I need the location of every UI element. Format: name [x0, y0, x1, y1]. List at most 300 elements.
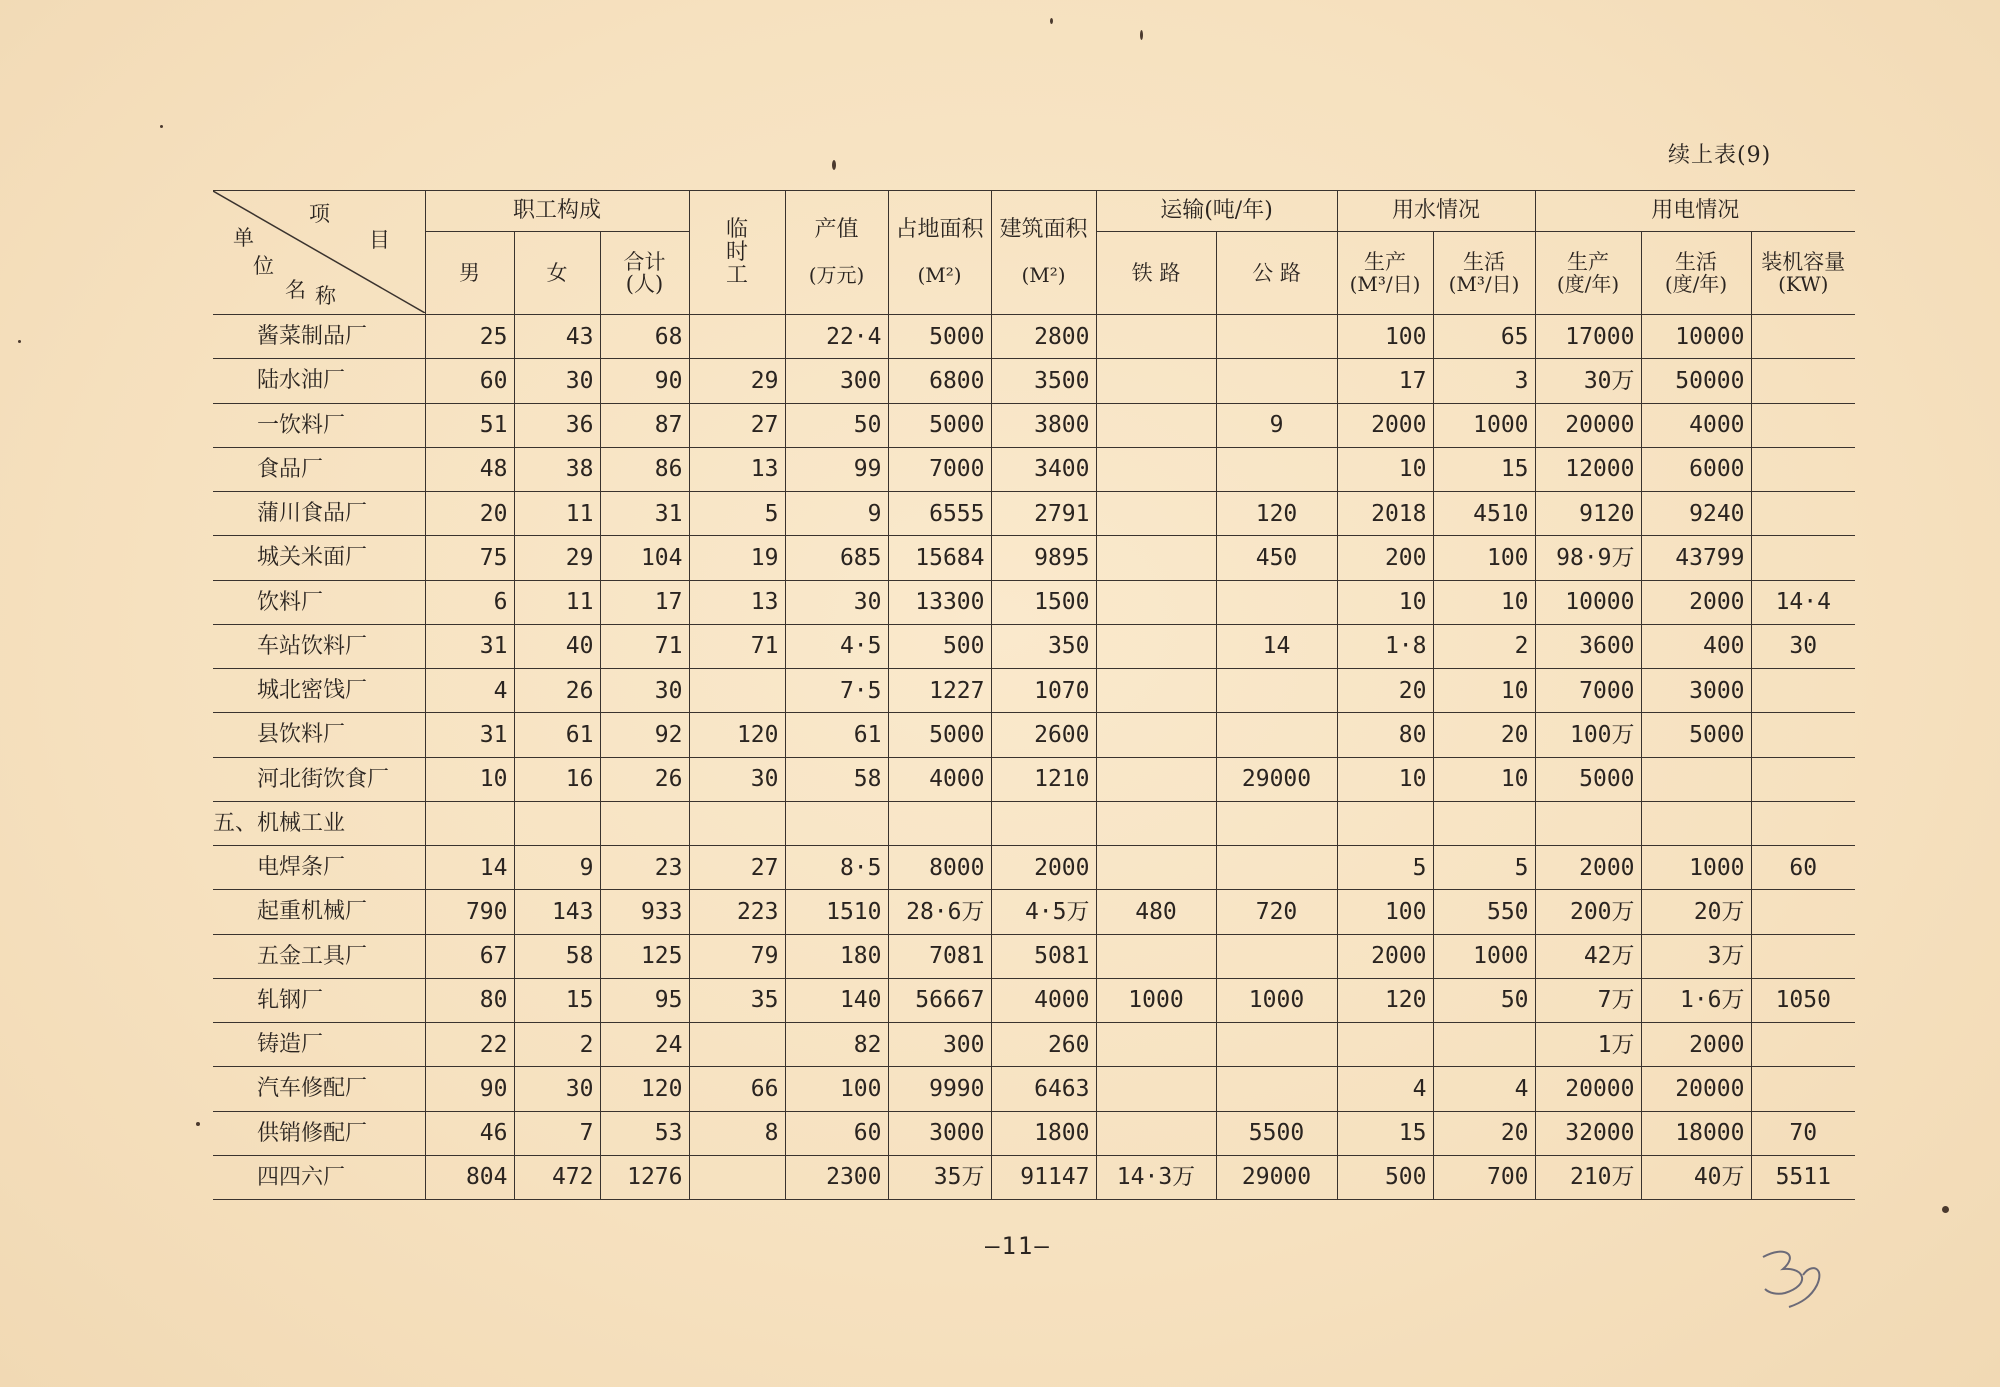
table-cell: 10000: [1641, 315, 1751, 359]
row-name: 县饮料厂: [213, 713, 425, 757]
table-cell: [1096, 492, 1216, 536]
table-cell: 14: [425, 846, 514, 890]
table-cell: 2600: [991, 713, 1096, 757]
row-name: 酱菜制品厂: [213, 315, 425, 359]
table-cell: 2300: [785, 1155, 888, 1199]
table-cell: 2: [514, 1023, 600, 1067]
table-cell: 2791: [991, 492, 1096, 536]
table-cell: 300: [888, 1023, 991, 1067]
table-cell: 53: [600, 1111, 689, 1155]
table-cell: 66: [689, 1067, 785, 1111]
row-name: 供销修配厂: [213, 1111, 425, 1155]
table-cell: [1096, 934, 1216, 978]
table-cell: [1096, 1023, 1216, 1067]
table-cell: 16: [514, 757, 600, 801]
table-cell: 20000: [1535, 1067, 1641, 1111]
table-cell: 200万: [1535, 890, 1641, 934]
table-cell: 3000: [888, 1111, 991, 1155]
table-cell: 6800: [888, 359, 991, 403]
table-cell: 685: [785, 536, 888, 580]
table-cell: 22: [425, 1023, 514, 1067]
table-cell: 2000: [1641, 1023, 1751, 1067]
table-cell: 2800: [991, 315, 1096, 359]
table-cell: 1276: [600, 1155, 689, 1199]
table-cell: 8: [689, 1111, 785, 1155]
table-cell: 550: [1433, 890, 1535, 934]
table-cell: 9990: [888, 1067, 991, 1111]
table-cell: [1751, 403, 1855, 447]
table-cell: [1216, 801, 1337, 845]
table-cell: 17: [1337, 359, 1433, 403]
table-row: [213, 1155, 1855, 1199]
table-row: [213, 801, 1855, 845]
table-cell: 6463: [991, 1067, 1096, 1111]
table-cell: 100: [1433, 536, 1535, 580]
table-cell: 5: [689, 492, 785, 536]
table-cell: 1·8: [1337, 624, 1433, 668]
table-row: [213, 447, 1855, 491]
table-cell: [689, 315, 785, 359]
table-cell: 100: [1337, 890, 1433, 934]
corner-label-ming: 名: [285, 278, 306, 302]
table-cell: 40: [514, 624, 600, 668]
table-cell: [600, 801, 689, 845]
header-output: 产值 (万元): [785, 191, 888, 315]
table-cell: [1096, 315, 1216, 359]
table-row: [213, 536, 1855, 580]
table-row: [213, 492, 1855, 536]
table-cell: 11: [514, 492, 600, 536]
table-cell: 80: [425, 978, 514, 1022]
table-cell: 1227: [888, 669, 991, 713]
continued-table-label: 续上表(9): [1668, 143, 1772, 168]
table-cell: 90: [425, 1067, 514, 1111]
table-row: [213, 669, 1855, 713]
table-cell: 9120: [1535, 492, 1641, 536]
table-cell: [1433, 1023, 1535, 1067]
table-cell: 61: [514, 713, 600, 757]
table-cell: 9: [1216, 403, 1337, 447]
table-cell: [1751, 669, 1855, 713]
table-cell: [1096, 580, 1216, 624]
row-name: 轧钢厂: [213, 978, 425, 1022]
table-cell: 20: [425, 492, 514, 536]
table-cell: 4: [1433, 1067, 1535, 1111]
table-cell: 10: [1337, 447, 1433, 491]
table-cell: 720: [1216, 890, 1337, 934]
table-cell: 2018: [1337, 492, 1433, 536]
table-cell: [1535, 801, 1641, 845]
table-cell: 13300: [888, 580, 991, 624]
header-land-area: 占地面积 (M²): [888, 191, 991, 315]
table-cell: [991, 801, 1096, 845]
table-cell: 1万: [1535, 1023, 1641, 1067]
table-cell: 71: [600, 624, 689, 668]
table-cell: 3000: [1641, 669, 1751, 713]
table-cell: 48: [425, 447, 514, 491]
table-cell: 790: [425, 890, 514, 934]
table-cell: 68: [600, 315, 689, 359]
table-cell: 10: [1337, 580, 1433, 624]
header-water-prod: 生产 (M³/日): [1337, 232, 1433, 315]
table-cell: 3800: [991, 403, 1096, 447]
table-cell: 5511: [1751, 1155, 1855, 1199]
table-cell: 26: [514, 669, 600, 713]
header-male: 男: [425, 232, 514, 315]
table-cell: 35万: [888, 1155, 991, 1199]
table-cell: 75: [425, 536, 514, 580]
table-cell: 46: [425, 1111, 514, 1155]
table-row: [213, 624, 1855, 668]
table-cell: 140: [785, 978, 888, 1022]
table-cell: [1751, 713, 1855, 757]
table-cell: 1·6万: [1641, 978, 1751, 1022]
table-cell: 120: [1216, 492, 1337, 536]
table-cell: [1641, 801, 1751, 845]
table-cell: 14·4: [1751, 580, 1855, 624]
table-cell: 120: [600, 1067, 689, 1111]
table-cell: 7081: [888, 934, 991, 978]
speck: [160, 125, 163, 128]
table-cell: 86: [600, 447, 689, 491]
row-name: 饮料厂: [213, 580, 425, 624]
table-cell: 3500: [991, 359, 1096, 403]
table-cell: 9: [785, 492, 888, 536]
table-cell: 20万: [1641, 890, 1751, 934]
table-cell: [1096, 846, 1216, 890]
statistics-table: [213, 190, 1855, 1200]
table-cell: 30: [689, 757, 785, 801]
table-row: [213, 757, 1855, 801]
table-cell: 2000: [1535, 846, 1641, 890]
speck: [1140, 30, 1143, 40]
table-cell: [1751, 536, 1855, 580]
table-cell: 120: [1337, 978, 1433, 1022]
header-elec-life: 生活 (度/年): [1641, 232, 1751, 315]
table-cell: 500: [1337, 1155, 1433, 1199]
corner-header: [213, 191, 425, 315]
table-cell: 4: [1337, 1067, 1433, 1111]
table-cell: 31: [425, 713, 514, 757]
header-building-area: 建筑面积 (M²): [991, 191, 1096, 315]
header-water-life: 生活 (M³/日): [1433, 232, 1535, 315]
table-cell: 40万: [1641, 1155, 1751, 1199]
row-name: 起重机械厂: [213, 890, 425, 934]
table-cell: 30: [785, 580, 888, 624]
table-cell: 20: [1433, 713, 1535, 757]
table-cell: 10000: [1535, 580, 1641, 624]
table-cell: 143: [514, 890, 600, 934]
table-cell: 7万: [1535, 978, 1641, 1022]
table-cell: [1337, 801, 1433, 845]
table-cell: 7: [514, 1111, 600, 1155]
table-cell: 28·6万: [888, 890, 991, 934]
table-cell: 3万: [1641, 934, 1751, 978]
table-cell: 3400: [991, 447, 1096, 491]
table-row: [213, 978, 1855, 1022]
table-cell: 1500: [991, 580, 1096, 624]
page-number: —11—: [985, 1232, 1051, 1260]
table-cell: 18000: [1641, 1111, 1751, 1155]
table-cell: 300: [785, 359, 888, 403]
table-cell: 91147: [991, 1155, 1096, 1199]
header-female: 女: [514, 232, 600, 315]
handwritten-mark: [1755, 1245, 1835, 1315]
table-cell: 26: [600, 757, 689, 801]
table-cell: 2: [1433, 624, 1535, 668]
table-cell: 1000: [1433, 934, 1535, 978]
table-cell: [1751, 757, 1855, 801]
table-cell: 31: [425, 624, 514, 668]
table-cell: [689, 801, 785, 845]
table-cell: 50000: [1641, 359, 1751, 403]
table-cell: [1751, 1067, 1855, 1111]
table-cell: 350: [991, 624, 1096, 668]
table-cell: 13: [689, 447, 785, 491]
table-cell: 30: [514, 1067, 600, 1111]
table-cell: 20: [1433, 1111, 1535, 1155]
speck: [196, 1122, 200, 1126]
table-cell: 1000: [1216, 978, 1337, 1022]
table-cell: 29000: [1216, 1155, 1337, 1199]
table-cell: 17: [600, 580, 689, 624]
table-cell: 1000: [1641, 846, 1751, 890]
table-cell: 3: [1433, 359, 1535, 403]
table-cell: 15: [1337, 1111, 1433, 1155]
table-row: [213, 846, 1855, 890]
table-cell: 17000: [1535, 315, 1641, 359]
table-cell: 5000: [888, 403, 991, 447]
table-cell: [1751, 447, 1855, 491]
table-cell: 31: [600, 492, 689, 536]
row-name: 河北街饮食厂: [213, 757, 425, 801]
table-cell: 95: [600, 978, 689, 1022]
table-cell: 5500: [1216, 1111, 1337, 1155]
table-cell: 98·9万: [1535, 536, 1641, 580]
table-cell: [1216, 447, 1337, 491]
row-name: 陆水油厂: [213, 359, 425, 403]
speck: [1942, 1206, 1949, 1213]
table-cell: 480: [1096, 890, 1216, 934]
table-cell: 5000: [1641, 713, 1751, 757]
table-cell: 30万: [1535, 359, 1641, 403]
table-cell: [1096, 669, 1216, 713]
row-name: 汽车修配厂: [213, 1067, 425, 1111]
header-capacity: 装机容量 (KW): [1751, 232, 1855, 315]
table-cell: 87: [600, 403, 689, 447]
table-body: [213, 315, 1855, 1200]
header-road: 公 路: [1216, 232, 1337, 315]
table-row: [213, 580, 1855, 624]
row-name: 城关米面厂: [213, 536, 425, 580]
table-cell: 30: [1751, 624, 1855, 668]
table-cell: 20: [1337, 669, 1433, 713]
table-cell: [1096, 801, 1216, 845]
header-elec-prod: 生产 (度/年): [1535, 232, 1641, 315]
table-cell: 5: [1433, 846, 1535, 890]
table-row: [213, 934, 1855, 978]
table-cell: 15684: [888, 536, 991, 580]
table-cell: 1000: [1096, 978, 1216, 1022]
table-cell: [1337, 1023, 1433, 1067]
header-temp: 临 时 工: [689, 191, 785, 315]
table-cell: 10: [1433, 669, 1535, 713]
table-cell: 92: [600, 713, 689, 757]
speck: [832, 160, 836, 170]
table-cell: 450: [1216, 536, 1337, 580]
table-cell: 20000: [1535, 403, 1641, 447]
table-cell: 6: [425, 580, 514, 624]
table-cell: [888, 801, 991, 845]
row-name: 蒲川食品厂: [213, 492, 425, 536]
table-cell: 8000: [888, 846, 991, 890]
table-cell: 700: [1433, 1155, 1535, 1199]
row-name: 铸造厂: [213, 1023, 425, 1067]
table-cell: 60: [1751, 846, 1855, 890]
table-cell: 5: [1337, 846, 1433, 890]
table-cell: 35: [689, 978, 785, 1022]
table-cell: [1096, 713, 1216, 757]
row-name: 车站饮料厂: [213, 624, 425, 668]
table-cell: 223: [689, 890, 785, 934]
table-cell: 10: [1433, 580, 1535, 624]
table-cell: 4000: [1641, 403, 1751, 447]
table-cell: [1096, 624, 1216, 668]
table-cell: 67: [425, 934, 514, 978]
table-cell: 82: [785, 1023, 888, 1067]
table-cell: [425, 801, 514, 845]
table-cell: 30: [514, 359, 600, 403]
table-cell: 5081: [991, 934, 1096, 978]
table-cell: 14·3万: [1096, 1155, 1216, 1199]
table-cell: 29000: [1216, 757, 1337, 801]
table-cell: 804: [425, 1155, 514, 1199]
table-cell: 30: [600, 669, 689, 713]
table-cell: [1216, 846, 1337, 890]
row-name: 五、机械工业: [213, 801, 425, 845]
table-cell: [1216, 934, 1337, 978]
table-cell: 1510: [785, 890, 888, 934]
table-cell: [1216, 669, 1337, 713]
table-cell: 14: [1216, 624, 1337, 668]
table-cell: 61: [785, 713, 888, 757]
table-cell: 42万: [1535, 934, 1641, 978]
table-cell: 1800: [991, 1111, 1096, 1155]
table-cell: 22·4: [785, 315, 888, 359]
table-cell: 24: [600, 1023, 689, 1067]
table-cell: 5000: [888, 315, 991, 359]
table-cell: 80: [1337, 713, 1433, 757]
table-cell: [689, 1023, 785, 1067]
table-cell: 58: [514, 934, 600, 978]
speck: [18, 340, 21, 343]
table-cell: 3600: [1535, 624, 1641, 668]
table-cell: 125: [600, 934, 689, 978]
table-cell: 10: [1433, 757, 1535, 801]
table-cell: 25: [425, 315, 514, 359]
table-cell: [1641, 757, 1751, 801]
table-cell: [689, 669, 785, 713]
table-cell: [1096, 757, 1216, 801]
table-cell: 10: [425, 757, 514, 801]
table-cell: [1216, 1067, 1337, 1111]
table-cell: 50: [785, 403, 888, 447]
table-row: [213, 359, 1855, 403]
table-cell: 5000: [1535, 757, 1641, 801]
table-cell: [1751, 1023, 1855, 1067]
table-cell: 7000: [1535, 669, 1641, 713]
table-cell: 200: [1337, 536, 1433, 580]
table-cell: 79: [689, 934, 785, 978]
table-cell: 9895: [991, 536, 1096, 580]
table-cell: [1096, 359, 1216, 403]
table-cell: 6555: [888, 492, 991, 536]
table-cell: 38: [514, 447, 600, 491]
table-cell: 7000: [888, 447, 991, 491]
table-cell: 4·5万: [991, 890, 1096, 934]
table-cell: 120: [689, 713, 785, 757]
table-row: [213, 890, 1855, 934]
header-transport: 运输(吨/年): [1096, 191, 1337, 232]
corner-label-xiang: 项: [309, 202, 330, 226]
table-cell: 4510: [1433, 492, 1535, 536]
header-total: 合计 (人): [600, 232, 689, 315]
table-cell: 210万: [1535, 1155, 1641, 1199]
table-cell: 58: [785, 757, 888, 801]
table-cell: [689, 1155, 785, 1199]
header-staff: 职工构成: [425, 191, 689, 232]
table-cell: 4000: [888, 757, 991, 801]
table-cell: 10: [1337, 757, 1433, 801]
table-cell: [1216, 580, 1337, 624]
table-cell: 1210: [991, 757, 1096, 801]
table-cell: 1050: [1751, 978, 1855, 1022]
table-cell: [1751, 359, 1855, 403]
table-cell: 11: [514, 580, 600, 624]
row-name: 四四六厂: [213, 1155, 425, 1199]
table-cell: 1070: [991, 669, 1096, 713]
table-cell: 51: [425, 403, 514, 447]
table-cell: 60: [785, 1111, 888, 1155]
table-cell: 19: [689, 536, 785, 580]
speck: [1050, 18, 1053, 24]
table-cell: [514, 801, 600, 845]
table-cell: [1216, 713, 1337, 757]
table-cell: 12000: [1535, 447, 1641, 491]
table-cell: 15: [514, 978, 600, 1022]
table-cell: 70: [1751, 1111, 1855, 1155]
table-cell: [1751, 934, 1855, 978]
table-cell: 99: [785, 447, 888, 491]
table-cell: 13: [689, 580, 785, 624]
corner-label-wei: 位: [253, 254, 274, 278]
table-cell: [1216, 1023, 1337, 1067]
table-cell: 23: [600, 846, 689, 890]
table-row: [213, 403, 1855, 447]
table-cell: 4000: [991, 978, 1096, 1022]
table-cell: [1096, 536, 1216, 580]
table-cell: 472: [514, 1155, 600, 1199]
table-cell: [785, 801, 888, 845]
table-cell: 15: [1433, 447, 1535, 491]
table-cell: 100: [785, 1067, 888, 1111]
table-cell: 100: [1337, 315, 1433, 359]
table-cell: 260: [991, 1023, 1096, 1067]
table-cell: [1751, 890, 1855, 934]
table-cell: 400: [1641, 624, 1751, 668]
table-cell: 20000: [1641, 1067, 1751, 1111]
table-cell: 100万: [1535, 713, 1641, 757]
